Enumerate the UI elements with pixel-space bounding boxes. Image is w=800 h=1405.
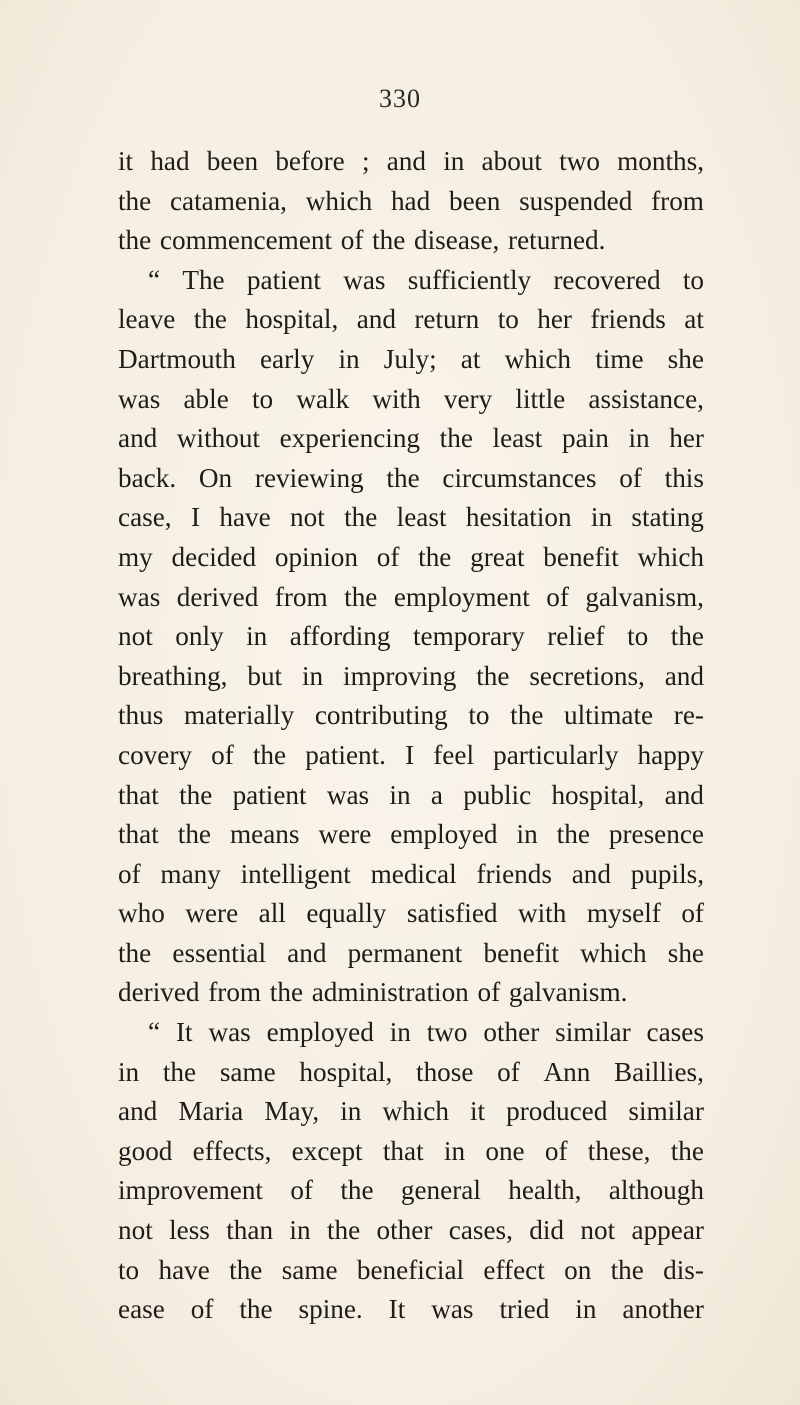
body-text <box>118 142 704 1330</box>
text-line: the commencement of the disease, returned. <box>118 225 606 256</box>
text-line: the essential and permanent benefit which she <box>118 937 704 968</box>
text-line: “ It was employed in two other similar cases <box>148 1017 704 1048</box>
text-line: not less than in the other cases, did not appear <box>118 1215 704 1246</box>
text-line: back. On reviewing the circumstances of this <box>118 462 704 493</box>
text-line: that the patient was in a public hospital, and <box>118 779 704 810</box>
text-line: “ The patient was sufficiently recovered to <box>148 264 704 295</box>
page-number: 330 <box>379 84 421 113</box>
text-line: improvement of the general health, although <box>118 1175 704 1206</box>
text-line: derived from the administration of galvanism. <box>118 977 628 1008</box>
text-line: covery of the patient. I feel particularly happy <box>118 739 704 770</box>
text-line: leave the hospital, and return to her friends at <box>118 304 704 335</box>
text-line: in the same hospital, those of Ann Baillies, <box>118 1056 704 1087</box>
text-line: breathing, but in improving the secretions, and <box>118 660 704 691</box>
text-line: good effects, except that in one of these, the <box>118 1135 704 1166</box>
text-line: case, I have not the least hesitation in stating <box>118 502 704 533</box>
text-line: who were all equally satisfied with myself of <box>118 898 704 929</box>
text-line: Dartmouth early in July; at which time she <box>118 343 704 374</box>
text-line: it had been before ; and in about two months, <box>118 146 704 176</box>
text-line: not only in affording temporary relief to the <box>118 621 704 652</box>
text-line: that the means were employed in the presence <box>118 819 704 850</box>
text-line: to have the same beneficial effect on the dis- <box>118 1254 704 1285</box>
text-line: and without experiencing the least pain in her <box>118 423 704 454</box>
text-line: of many intelligent medical friends and pupils, <box>118 858 704 889</box>
text-line: the catamenia, which had been suspended from <box>118 185 704 216</box>
text-line: thus materially contributing to the ultimate re- <box>118 700 704 731</box>
text-line: and Maria May, in which it produced similar <box>118 1096 704 1127</box>
text-line: was derived from the employment of galvanism, <box>118 581 704 612</box>
text-line: ease of the spine. It was tried in another <box>118 1294 704 1325</box>
text-line: was able to walk with very little assistance, <box>118 383 704 414</box>
text-line: my decided opinion of the great benefit which <box>118 541 704 572</box>
